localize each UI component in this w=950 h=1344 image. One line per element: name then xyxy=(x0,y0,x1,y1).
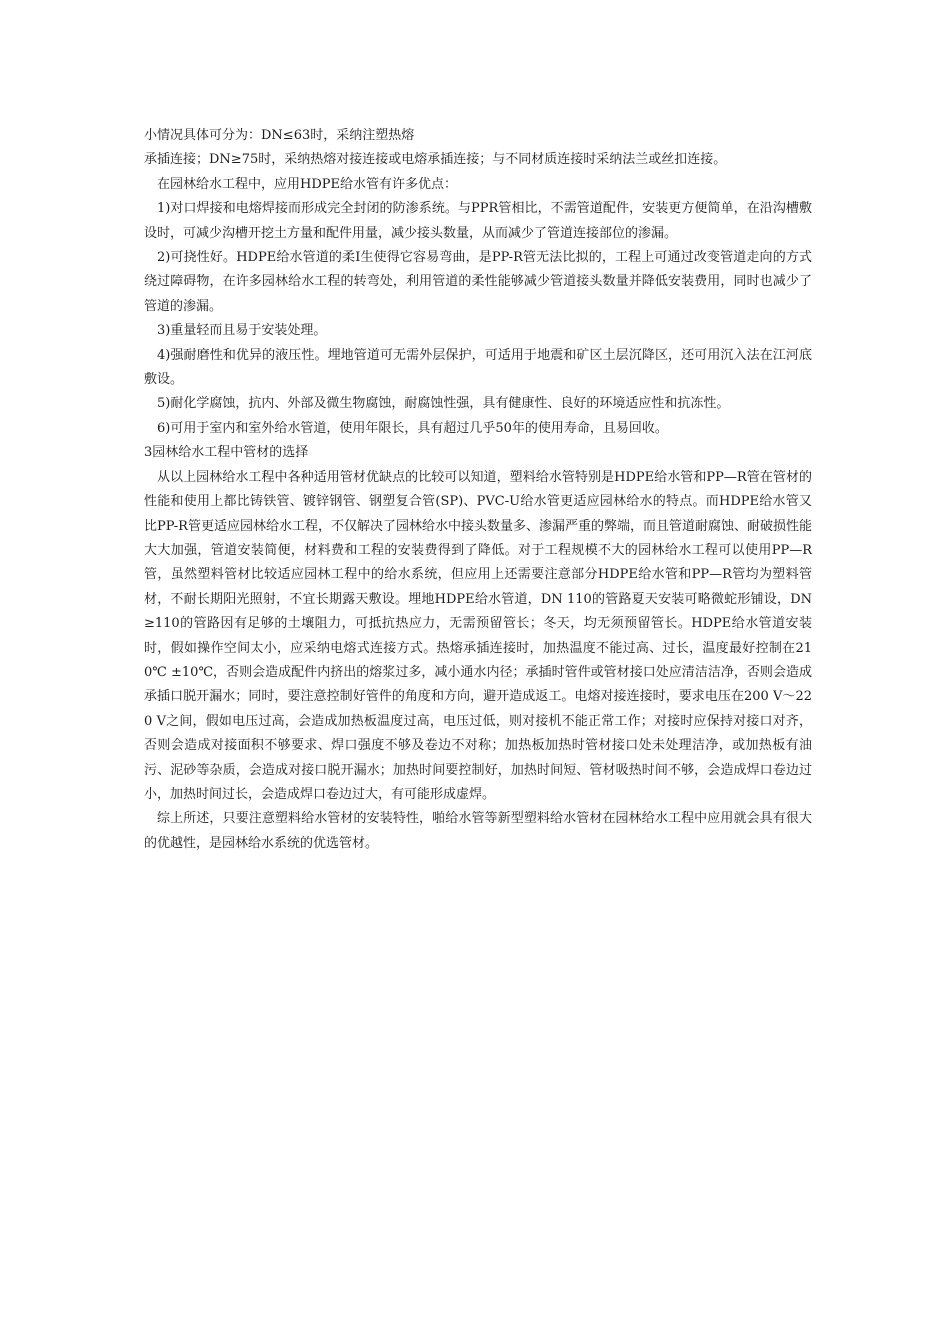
paragraph-intro: 在园林给水工程中，应用HDPE给水管有许多优点： xyxy=(157,176,457,192)
list-item-advantage-1: 1)对口焊接和电熔焊接而形成完全封闭的防渗系统。与PPR管相比，不需管道配件，安装更方便简单，在沿沟槽敷设时，可减少沟槽开挖土方量和配件用量，减少接头数量，从而减少了管道连接部位的渗漏。 xyxy=(144,201,812,241)
list-item-advantage-4: 4)强耐磨性和优异的液压性。埋地管道可无需外层保护，可适用于地震和矿区土层沉降区，还可用沉入法在江河底敷设。 xyxy=(144,347,812,388)
paragraph-continuation-2: 承插连接；DN≥75时，采纳热熔对接连接或电熔承插连接；与不同材质连接时采纳法兰或丝扣连接。 xyxy=(144,152,727,168)
section-heading: 3园林给水工程中管材的选择 xyxy=(144,445,309,461)
list-item-advantage-6: 6)可用于室内和室外给水管道，使用年限长，具有超过几乎50年的使用寿命，且易回收。 xyxy=(157,420,668,436)
list-item-advantage-5: 5)耐化学腐蚀，抗内、外部及微生物腐蚀，耐腐蚀性强，具有健康性、良好的环境适应性和抗冻性。 xyxy=(157,396,730,412)
document-body xyxy=(144,124,812,856)
paragraph-conclusion: 综上所述，只要注意塑料给水管材的安装特性，啪给水管等新型塑料给水管材在园林给水工程中应用就会具有很大的优越性，是园林给水系统的优选管材。 xyxy=(144,811,812,851)
list-item-advantage-3: 3)重量轻而且易于安装处理。 xyxy=(157,323,327,339)
paragraph-continuation-1: 小情况具体可分为：DN≤63时，采纳注塑热熔 xyxy=(144,128,415,143)
list-item-advantage-2: 2)可挠性好。HDPE给水管道的柔I生使得它容易弯曲，是PP-R管无法比拟的，工程上可通过改变管道走向的方式绕过障碍物，在许多园林给水工程的转弯处，利用管道的柔性能够减少管道接头数量并降低安装费用，同时也减少了管道的渗漏。 xyxy=(144,250,812,314)
paragraph-pipe-selection: 从以上园林给水工程中各种适用管材优缺点的比较可以知道，塑料给水管特别是HDPE给水管和PP—R管在管材的性能和使用上都比铸铁管、镀锌钢管、钢塑复合管(SP)、PVC-U给水管更适应园林给水的特点。而HDPE给水管又比PP-R管更适应园林给水工程，不仅解决了园林给水中接头数量多、渗漏严重的弊端，而且管道耐腐蚀、耐破损性能大大加强，管道安装简便，材料费和工程的安装费得到了降低。对于工程规模不大的园林给水工程可以使用PP—R管，虽然塑料管材比较适应园林工程中的给水系统，但应用上还需要注意部分HDPE给水管和PP—R管均为塑料管材，不耐长期阳光照射，不宜长期露天敷设。埋地HDPE给水管道，DN 110的管路夏天安装可略微蛇形铺设，DN≥110的管路因有足够的土壤阻力，可抵抗热应力，无需预留管长；冬天，均无须预留管长。HDPE给水管道安装时，假如操作空间太小，应采纳电熔式连接方式。热熔承插连接时，加热温度不能过高、过长，温度最好控制在210℃ ±10℃，否则会造成配件内挤出的熔浆过多，减小通水内径；承插时管件或管材接口处应清洁洁净，否则会造成承插口脱开漏水；同时，要注意控制好管件的角度和方向，避开造成返工。电熔对接连接时，要求电压在200 V～220 V之间，假如电压过高，会造成加热板温度过高，电压过低，则对接机不能正常工作；对接时应保持对接口对齐，否则会造成对接面积不够要求、焊口强度不够及卷边不对称；加热板加热时管材接口处未处理洁净，或加热板有油污、泥砂等杂质，会造成对接口脱开漏水；加热时间要控制好，加热时间短、管材吸热时间不够，会造成焊口卷边过小，加热时间过长，会造成焊口卷边过大，有可能形成虚焊。 xyxy=(144,469,812,802)
